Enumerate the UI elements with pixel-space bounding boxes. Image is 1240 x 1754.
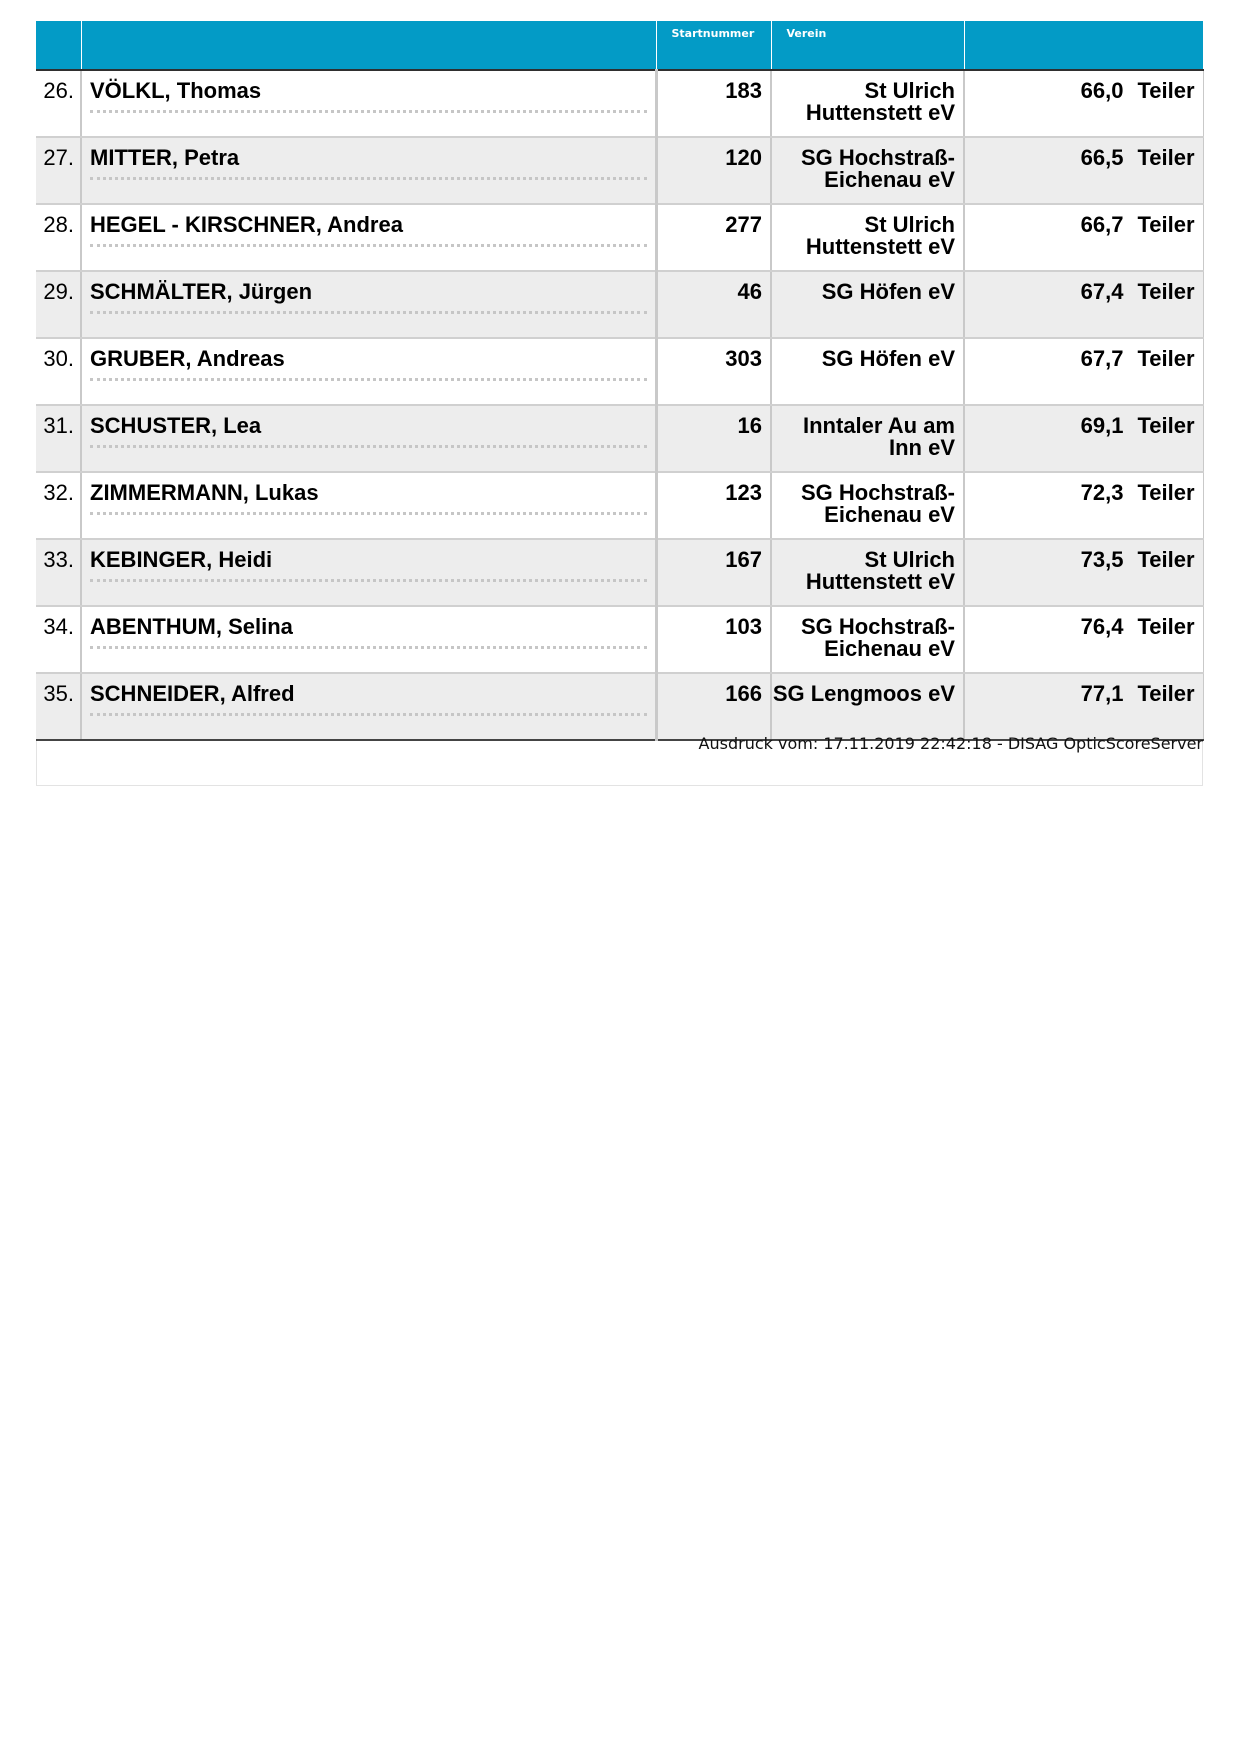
start-number-cell: 183: [656, 70, 771, 137]
shooter-name: GRUBER, Andreas: [90, 346, 285, 371]
table-row: [36, 70, 1203, 137]
score-cell: [964, 606, 1203, 673]
table-body: [36, 70, 1203, 740]
score-unit: Teiler: [1137, 279, 1195, 304]
rank-cell: 28.: [36, 204, 81, 271]
club-cell: SG Hochstraß-Eichenau eV: [771, 472, 964, 539]
score-value: 67,4: [1080, 279, 1124, 304]
club-cell: Inntaler Au am Inn eV: [771, 405, 964, 472]
shooter-name-cell: [81, 606, 656, 673]
score-unit: Teiler: [1137, 78, 1195, 103]
shooter-name: HEGEL - KIRSCHNER, Andrea: [90, 212, 403, 237]
score-unit: Teiler: [1137, 681, 1195, 706]
score-value: 76,4: [1080, 614, 1124, 639]
start-number-cell: 103: [656, 606, 771, 673]
start-number-cell: 277: [656, 204, 771, 271]
shooter-name-cell: [81, 472, 656, 539]
results-table: [36, 21, 1204, 741]
shooter-name: MITTER, Petra: [90, 145, 240, 170]
table-row: [36, 405, 1203, 472]
rank-cell: 34.: [36, 606, 81, 673]
table-row: [36, 338, 1203, 405]
score-cell: [964, 673, 1203, 740]
table-row: [36, 204, 1203, 271]
score-unit: Teiler: [1137, 480, 1195, 505]
score-unit: Teiler: [1137, 212, 1195, 237]
rank-cell: 32.: [36, 472, 81, 539]
score-value: 77,1: [1080, 681, 1124, 706]
shooter-name-cell: [81, 539, 656, 606]
shooter-name: KEBINGER, Heidi: [90, 547, 273, 572]
dotted-separator: [90, 378, 647, 381]
shooter-name: SCHUSTER, Lea: [90, 413, 262, 438]
rank-cell: 35.: [36, 673, 81, 740]
results-table-container: [36, 21, 1203, 786]
table-row: [36, 673, 1203, 740]
dotted-separator: [90, 713, 647, 716]
shooter-name-cell: [81, 271, 656, 338]
header-startnummer: Startnummer: [656, 21, 771, 70]
score-value: 73,5: [1080, 547, 1124, 572]
club-cell: SG Hochstraß-Eichenau eV: [771, 137, 964, 204]
shooter-name: SCHMÄLTER, Jürgen: [90, 279, 313, 304]
start-number-cell: 166: [656, 673, 771, 740]
start-number-cell: 123: [656, 472, 771, 539]
club-cell: St Ulrich Huttenstett eV: [771, 70, 964, 137]
dotted-separator: [90, 177, 647, 180]
club-cell: SG Höfen eV: [771, 271, 964, 338]
dotted-separator: [90, 244, 647, 247]
score-cell: [964, 539, 1203, 606]
rank-cell: 27.: [36, 137, 81, 204]
score-unit: Teiler: [1137, 547, 1195, 572]
shooter-name: ABENTHUM, Selina: [90, 614, 293, 639]
score-unit: Teiler: [1137, 413, 1195, 438]
table-row: [36, 472, 1203, 539]
score-unit: Teiler: [1137, 614, 1195, 639]
start-number-cell: 16: [656, 405, 771, 472]
shooter-name: VÖLKL, Thomas: [90, 78, 262, 103]
rank-cell: 29.: [36, 271, 81, 338]
rank-cell: 31.: [36, 405, 81, 472]
dotted-separator: [90, 311, 647, 314]
dotted-separator: [90, 579, 647, 582]
score-cell: [964, 472, 1203, 539]
table-row: [36, 271, 1203, 338]
club-cell: SG Lengmoos eV: [771, 673, 964, 740]
dotted-separator: [90, 445, 647, 448]
score-cell: [964, 137, 1203, 204]
shooter-name: ZIMMERMANN, Lukas: [90, 480, 319, 505]
start-number-cell: 120: [656, 137, 771, 204]
club-cell: St Ulrich Huttenstett eV: [771, 539, 964, 606]
rank-cell: 30.: [36, 338, 81, 405]
header-score: [964, 21, 1203, 70]
rank-cell: 33.: [36, 539, 81, 606]
dotted-separator: [90, 512, 647, 515]
header-rank: [36, 21, 81, 70]
dotted-separator: [90, 110, 647, 113]
header-name: [81, 21, 656, 70]
score-value: 72,3: [1080, 480, 1124, 505]
print-timestamp-line: Ausdruck vom: 17.11.2019 22:42:18 - DISAG OpticScoreServer: [698, 734, 1203, 753]
score-value: 66,0: [1080, 78, 1124, 103]
score-value: 69,1: [1080, 413, 1124, 438]
shooter-name-cell: [81, 405, 656, 472]
table-header-row: [36, 21, 1203, 70]
score-value: 66,5: [1080, 145, 1124, 170]
score-cell: [964, 204, 1203, 271]
start-number-cell: 303: [656, 338, 771, 405]
score-value: 67,7: [1080, 346, 1124, 371]
score-cell: [964, 70, 1203, 137]
shooter-name-cell: [81, 137, 656, 204]
table-row: [36, 606, 1203, 673]
score-cell: [964, 405, 1203, 472]
club-cell: SG Hochstraß-Eichenau eV: [771, 606, 964, 673]
club-cell: SG Höfen eV: [771, 338, 964, 405]
score-cell: [964, 271, 1203, 338]
header-verein: Verein: [771, 21, 964, 70]
table-row: [36, 539, 1203, 606]
shooter-name-cell: [81, 338, 656, 405]
shooter-name-cell: [81, 673, 656, 740]
shooter-name: SCHNEIDER, Alfred: [90, 681, 295, 706]
club-cell: St Ulrich Huttenstett eV: [771, 204, 964, 271]
start-number-cell: 46: [656, 271, 771, 338]
score-unit: Teiler: [1137, 145, 1195, 170]
start-number-cell: 167: [656, 539, 771, 606]
shooter-name-cell: [81, 204, 656, 271]
dotted-separator: [90, 646, 647, 649]
rank-cell: 26.: [36, 70, 81, 137]
score-value: 66,7: [1080, 212, 1124, 237]
shooter-name-cell: [81, 70, 656, 137]
score-cell: [964, 338, 1203, 405]
table-row: [36, 137, 1203, 204]
score-unit: Teiler: [1137, 346, 1195, 371]
